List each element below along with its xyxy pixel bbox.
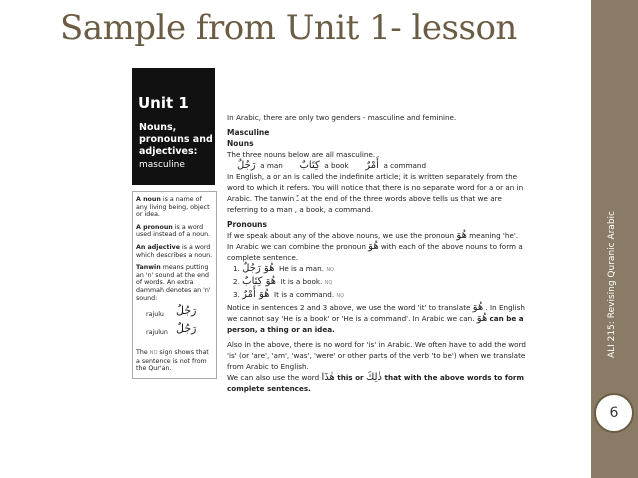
course-label-text: ALI 215: Revising Quranic Arabic xyxy=(607,211,617,358)
three-nouns-line: The three nouns below are all masculine. xyxy=(227,150,376,159)
sentence-3: 3. هُوَ أَمْرٌ It is a command. NQ xyxy=(233,289,345,300)
paragraph-combine: In Arabic we can combine the pronoun هُوَ with each of the above nouns to form a complete sentence. xyxy=(227,241,523,262)
unit-number: Unit 1 xyxy=(138,94,189,112)
heading-pronouns: Pronouns xyxy=(227,220,267,229)
tanwin-example-1: rajulu رَجُلُ xyxy=(146,304,197,319)
gloss-pronoun: A pronoun is a word used instead of a noun. xyxy=(136,223,211,239)
heading-nouns: Nouns xyxy=(227,139,254,148)
course-label xyxy=(603,180,623,380)
paragraph-no-is: Also in the above, there is no word for 'is' in Arabic. We often have to add the word 'is' (or 'are', 'am', 'was', 'were' or other parts of the verb 'to be') when we translate from Arabic to English. xyxy=(227,340,526,371)
gloss-tanwin: Tanwin means putting an 'n' sound at the end of words. An extra dammah denotes an 'n' sound: xyxy=(136,264,211,302)
lesson-main-text xyxy=(227,112,535,394)
paragraph-pronoun: If we speak about any of the above nouns, we use the pronoun هُوَ meaning 'he'. xyxy=(227,230,519,241)
intro-line: In Arabic, there are only two genders - masculine and feminine. xyxy=(227,113,457,122)
unit-header-box xyxy=(132,68,215,185)
heading-masculine: Masculine xyxy=(227,128,270,137)
gloss-nq-note: The NQ sign shows that a sentence is not from the Qur'an. xyxy=(136,349,209,373)
paragraph-this-that: We can also use the word هٰذَا this or ذٰلِكَ that with the above words to form complete sentences. xyxy=(227,372,524,393)
sentence-1: 1. هُوَ رَجُلٌ He is a man. NQ xyxy=(233,263,334,274)
gloss-noun: A noun is a name of any living being, object or idea. xyxy=(136,196,210,219)
noun-examples: رَجُلٌ a man كِتَابٌ a book أَمْرٌ a command xyxy=(237,160,427,171)
paragraph-indefinite-article: In English, a or an is called the indefinite article; it is written separately from the word to which it refers. You will notice that there is no separate word for a or an in Arabic. The tanwin ـٌ at the end of the three words above tells us that we are referring to a man , a book, a command. xyxy=(227,172,524,214)
gloss-adjective: An adjective is a word which describes a noun. xyxy=(136,243,213,259)
unit-subtitle-2: masculine xyxy=(139,160,185,170)
sentence-2: 2. هُوَ كِتَابٌ It is a book. NQ xyxy=(233,276,333,287)
paragraph-notice: Notice in sentences 2 and 3 above, we use the word 'it' to translate هُوَ . In English we cannot say 'He is a book' or 'He is a command'. In Arabic we can. هُوَ can be a person, a thing or an idea. xyxy=(227,302,525,334)
slide-title: Sample from Unit 1- lesson xyxy=(60,8,517,48)
tanwin-example-2: rajulun رَجُلٌ xyxy=(146,322,197,337)
lesson-page-image xyxy=(123,66,537,446)
page-number-badge: 6 xyxy=(594,393,634,433)
unit-subtitle: Nouns, pronouns and adjectives: xyxy=(139,122,213,157)
glossary-sidebar xyxy=(132,191,217,379)
